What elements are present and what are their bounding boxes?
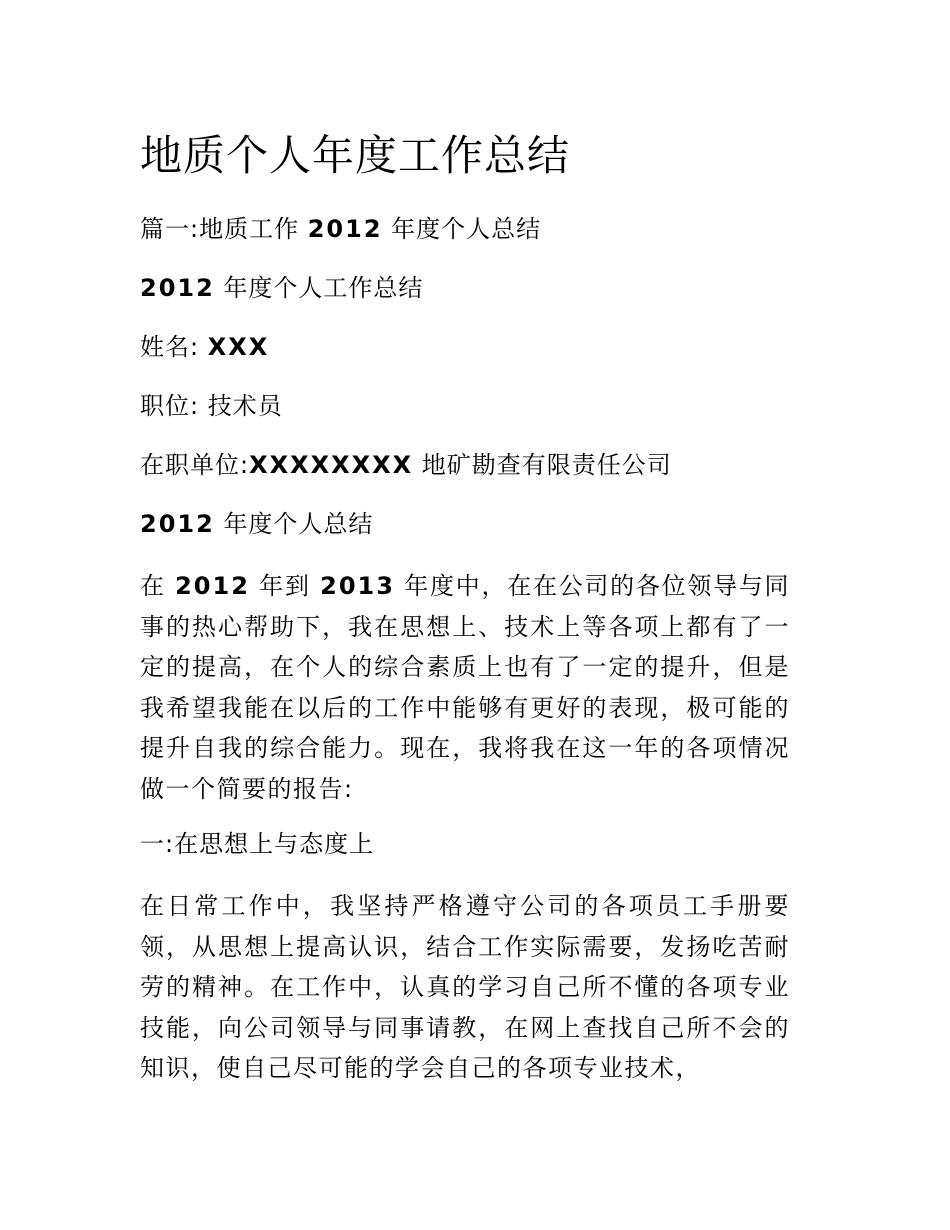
- intro-paragraph: [140, 566, 790, 809]
- employer-field: [140, 448, 950, 482]
- document-title: 地质个人年度工作总结: [140, 131, 571, 180]
- section-heading-year: 2012: [307, 215, 383, 243]
- section1-heading: 一:在思想上与态度上: [140, 830, 375, 858]
- employer-code: XXXXXXXX: [249, 451, 414, 479]
- summary-title-year: 2012: [140, 510, 215, 538]
- employer-label: 在职单位:: [140, 451, 250, 479]
- position-field: [140, 389, 950, 423]
- position-value: 技术员: [207, 392, 283, 420]
- employer-suffix: 地矿勘查有限责任公司: [421, 451, 672, 479]
- intro-text-3: 年度中，在在公司的各位领导与同事的热心帮助下，我在思想上、技术上等各项上都有了一定的提高，在个人的综合素质上也有了一定的提升，但是我希望我能在以后的工作中能够有更好的表现，极可能的提升自我的综合能力。现在，我将我在这一年的各项情况做一个简要的报告:: [140, 572, 791, 803]
- intro-year-1: 2012: [175, 572, 250, 600]
- report-title: [140, 271, 950, 305]
- report-title-year: 2012: [140, 274, 215, 302]
- summary-title: [140, 507, 950, 541]
- section-heading: [140, 212, 950, 246]
- position-label: 职位:: [140, 392, 200, 420]
- intro-text-1: 在: [140, 572, 166, 600]
- summary-title-suffix: 年度个人总结: [223, 510, 374, 538]
- intro-year-2: 2013: [320, 572, 395, 600]
- name-field: [140, 330, 950, 364]
- intro-text-2: 年到: [259, 572, 311, 600]
- section1-paragraph: 在日常工作中，我坚持严格遵守公司的各项员工手册要领，从思想上提高认识，结合工作实际需要，发扬吃苦耐劳的精神。在工作中，认真的学习自己所不懂的各项专业技能，向公司领导与同事请教，在网上查找自己所不会的知识，使自己尽可能的学会自己的各项专业技术，: [140, 892, 790, 1082]
- section-heading-suffix: 年度个人总结: [391, 215, 542, 243]
- section-heading-prefix: 篇一:地质工作: [140, 215, 300, 243]
- report-title-suffix: 年度个人工作总结: [223, 274, 424, 302]
- name-value: XXX: [207, 333, 270, 361]
- name-label: 姓名:: [140, 333, 200, 361]
